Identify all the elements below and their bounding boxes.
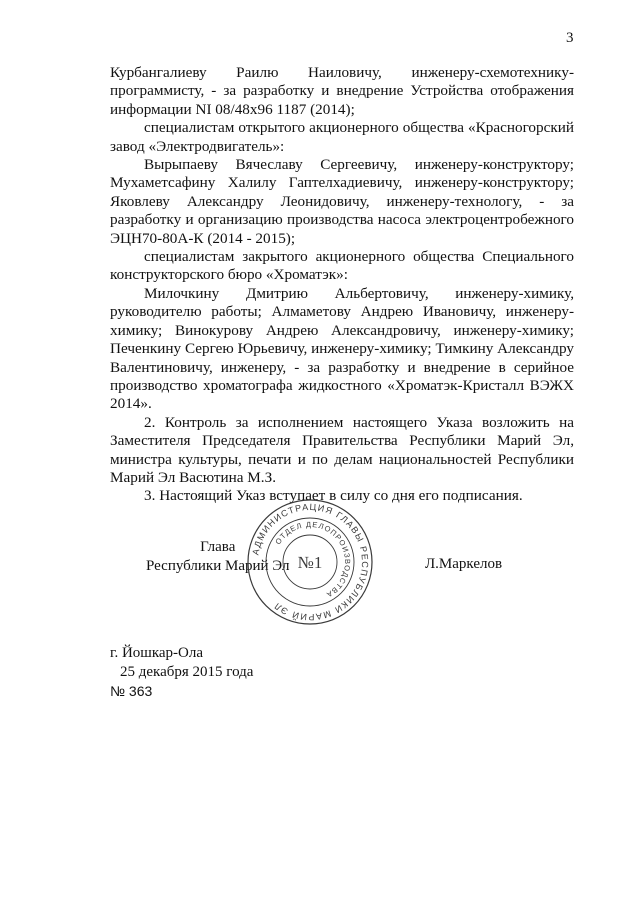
paragraph: 2. Контроль за исполнением настоящего Указа возложить на Заместителя Председателя Правительства Республики Марий Эл, министра культуры, печати и по делам национальностей Республики Марий Эл Васютина М.З. xyxy=(110,413,574,486)
official-seal xyxy=(246,498,374,626)
signatory-title-line1: Глава xyxy=(200,539,236,555)
document-footer xyxy=(110,644,253,701)
paragraph: 3. Настоящий Указ вступает в силу со дня его подписания. xyxy=(144,487,523,505)
paragraph: специалистам открытого акционерного общества «Красногорский завод «Электродвигатель»: xyxy=(110,119,574,155)
paragraph: Курбангалиеву Раилю Наиловичу, инженеру-схемотехнику-программисту, - за разработку и внедрение Устройства отображения информации NI 08/48x96 1187 (2014); xyxy=(110,64,574,118)
seal-outer-text: АДМИНИСТРАЦИЯ ГЛАВЫ РЕСПУБЛИКИ МАРИЙ ЭЛ xyxy=(250,501,371,623)
paragraph: Вырыпаеву Вячеславу Сергеевичу, инженеру-конструктору; Мухаметсафину Халилу Гаптелхадиевичу, инженеру-конструктору; Яковлеву Александру Леонидовичу, инженеру-технологу, - за разработку и организацию производства насоса электроцентробежного ЭЦН70-80А-К (2014 - 2015); xyxy=(110,156,574,247)
page-number: 3 xyxy=(566,30,574,46)
signatory-title-line2: Республики Марий Эл xyxy=(146,558,290,574)
paragraph: Милочкину Дмитрию Альбертовичу, инженеру-химику, руководителю работы; Алмаметову Андрею Ивановичу, инженеру-химику; Винокурову Андрею Александровичу, инженеру-химику; Печенкину Сергею Юрьевичу, инженеру-химику; Тимкину Александру Валентиновичу, инженеру, - за разработку и внедрение в серийное производство хроматографа жидкостного «Хроматэк-Кристалл ВЭЖХ 2014». xyxy=(110,284,574,413)
city: г. Йошкар-Ола xyxy=(110,645,204,661)
seal-number: №1 xyxy=(297,553,323,572)
decree-date: 25 декабря 2015 года xyxy=(120,664,254,680)
seal-inner-text: ОТДЕЛ ДЕЛОПРОИЗВОДСТВА xyxy=(273,519,353,600)
document-body xyxy=(110,64,574,506)
signatory-name: Л.Маркелов xyxy=(425,556,503,572)
paragraph: специалистам закрытого акционерного общества Специального конструкторского бюро «Хроматэк»: xyxy=(110,248,574,284)
decree-number: № 363 xyxy=(110,683,153,699)
